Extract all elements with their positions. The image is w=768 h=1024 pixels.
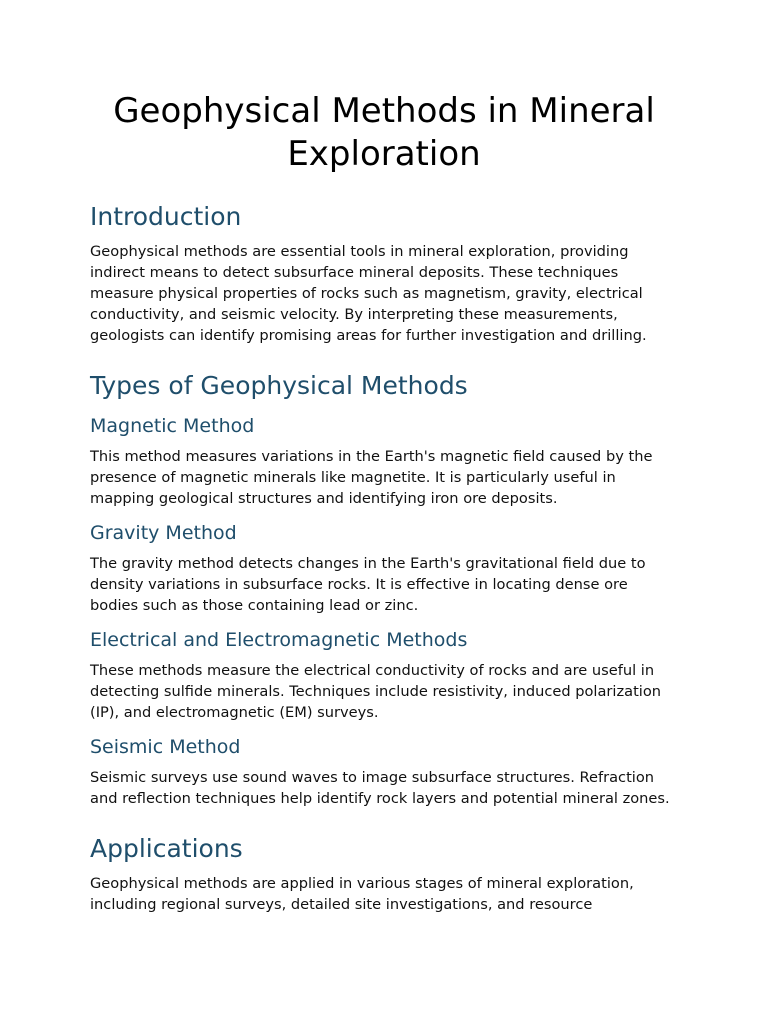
introduction-paragraph: Geophysical methods are essential tools in mineral exploration, providing indirect means to detect subsurface mineral deposits. These techniques measure physical properties of rocks such as magnetism, gravity, electrical conductivity, and seismic velocity. By interpreting these measurements, geologists can identify promising areas for further investigation and drilling. bbox=[90, 243, 647, 344]
section-heading-introduction: Introduction bbox=[90, 202, 242, 231]
gravity-method-paragraph: The gravity method detects changes in the Earth's gravitational field due to density variations in subsurface rocks. It is effective in locating dense ore bodies such as those containing lead or zinc. bbox=[90, 555, 646, 614]
section-heading-applications: Applications bbox=[90, 834, 243, 863]
subheading-gravity-method: Gravity Method bbox=[90, 522, 237, 544]
subheading-electrical-methods: Electrical and Electromagnetic Methods bbox=[90, 629, 468, 651]
applications-paragraph: Geophysical methods are applied in various stages of mineral exploration, including regional surveys, detailed site investigations, and resource bbox=[90, 875, 634, 913]
seismic-method-paragraph: Seismic surveys use sound waves to image subsurface structures. Refraction and reflection techniques help identify rock layers and potential mineral zones. bbox=[90, 769, 670, 807]
subheading-seismic-method: Seismic Method bbox=[90, 736, 241, 758]
document-title: Geophysical Methods in Mineral Exploration bbox=[113, 91, 655, 174]
magnetic-method-paragraph: This method measures variations in the Earth's magnetic field caused by the presence of magnetic minerals like magnetite. It is particularly useful in mapping geological structures and identifying iron ore deposits. bbox=[90, 448, 653, 507]
section-heading-types: Types of Geophysical Methods bbox=[90, 371, 468, 400]
subheading-magnetic-method: Magnetic Method bbox=[90, 415, 255, 437]
electrical-methods-paragraph: These methods measure the electrical conductivity of rocks and are useful in detecting sulfide minerals. Techniques include resistivity, induced polarization (IP), and electromagnetic (EM) surveys. bbox=[90, 662, 662, 721]
